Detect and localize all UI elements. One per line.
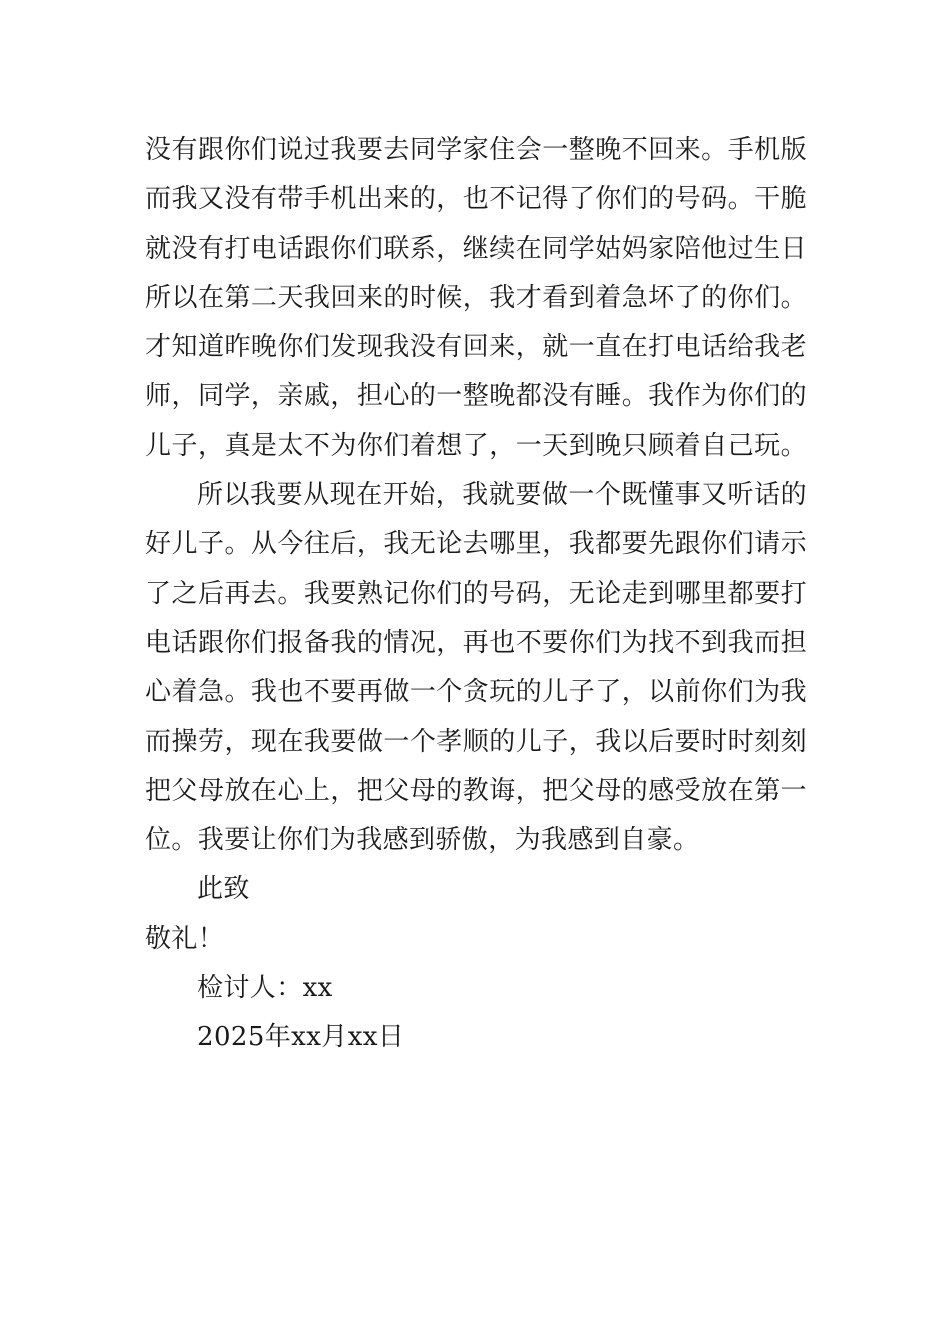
closing-salutation: 此致 bbox=[197, 874, 250, 905]
signer-line: 检讨人：xx bbox=[197, 973, 333, 1004]
text-line: 没有跟你们说过我要去同学家住会一整晚不回来。手机版 bbox=[145, 135, 807, 165]
text-line: 电话跟你们报备我的情况，再也不要你们为找不到我而担 bbox=[145, 627, 807, 658]
closing-regards: 敬礼！ bbox=[145, 923, 225, 954]
text-line: 儿子，真是太不为你们着想了，一天到晚只顾着自己玩。 bbox=[145, 430, 807, 461]
text-line: 心着急。我也不要再做一个贪玩的儿子了，以前你们为我 bbox=[145, 677, 807, 708]
text-line: 好儿子。从今往后，我无论去哪里，我都要先跟你们请示 bbox=[145, 529, 807, 560]
date-line: 2025年xx月xx日 bbox=[197, 1022, 405, 1053]
text-line: 师，同学，亲戚，担心的一整晚都没有睡。我作为你们的 bbox=[145, 381, 807, 412]
text-line: 把父母放在心上，把父母的教诲，把父母的感受放在第一 bbox=[145, 775, 807, 806]
text-line: 才知道昨晚你们发现我没有回来，就一直在打电话给我老 bbox=[145, 332, 807, 363]
text-line: 所以在第二天我回来的时候，我才看到着急坏了的你们。 bbox=[145, 282, 807, 313]
text-line: 而操劳，现在我要做一个孝顺的儿子，我以后要时时刻刻 bbox=[145, 726, 807, 757]
text-line: 而我又没有带手机出来的，也不记得了你们的号码。干脆 bbox=[145, 184, 807, 215]
letter-body bbox=[145, 126, 807, 1063]
text-line: 所以我要从现在开始，我就要做一个既懂事又听话的 bbox=[197, 480, 807, 511]
text-line: 了之后再去。我要熟记你们的号码，无论走到哪里都要打 bbox=[145, 578, 807, 609]
paragraph-1 bbox=[145, 126, 807, 471]
paragraph-2 bbox=[145, 471, 807, 865]
text-line: 就没有打电话跟你们联系，继续在同学姑妈家陪他过生日 bbox=[145, 233, 807, 264]
text-line: 位。我要让你们为我感到骄傲，为我感到自豪。 bbox=[145, 825, 700, 856]
